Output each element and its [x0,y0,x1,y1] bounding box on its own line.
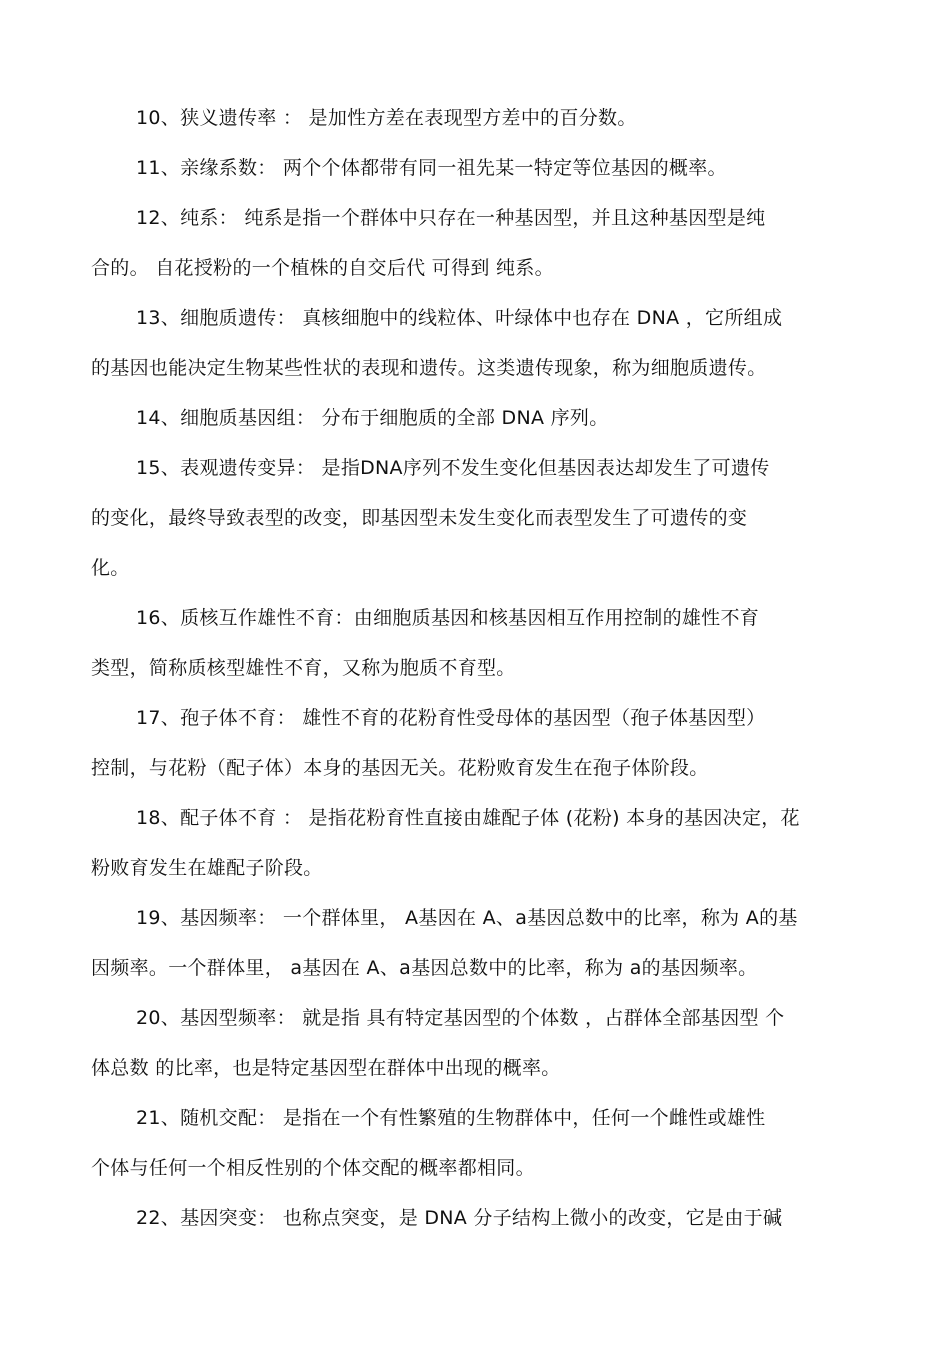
text-line: 的基因也能决定生物某些性状的表现和遗传。这类遗传现象，称为细胞质遗传。 [91,357,767,379]
text-line: 化。 [91,557,130,579]
text-line: 20、基因型频率： 就是指 具有特定基因型的个体数 ，占群体全部基因型 个 [136,1007,785,1029]
text-line: 类型，简称质核型雄性不育，又称为胞质不育型。 [91,657,516,679]
text-line: 15、表观遗传变异： 是指DNA序列不发生变化但基因表达却发生了可遗传 [136,457,770,479]
text-line: 19、基因频率： 一个群体里， A基因在 A、a基因总数中的比率，称为 A的基 [136,907,798,929]
text-line: 16、质核互作雄性不育：由细胞质基因和核基因相互作用控制的雄性不育 [136,607,760,629]
text-line: 控制，与花粉（配子体）本身的基因无关。花粉败育发生在孢子体阶段。 [91,757,709,779]
text-line: 12、纯系： 纯系是指一个群体中只存在一种基因型，并且这种基因型是纯 [136,207,766,229]
text-line: 14、细胞质基因组： 分布于细胞质的全部 DNA 序列。 [136,407,609,429]
text-line: 粉败育发生在雄配子阶段。 [91,857,323,879]
text-line: 的变化，最终导致表型的改变，即基因型未发生变化而表型发生了可遗传的变 [91,507,748,529]
text-line: 22、基因突变： 也称点突变，是 DNA 分子结构上微小的改变，它是由于碱 [136,1207,783,1229]
text-line: 17、孢子体不育： 雄性不育的花粉育性受母体的基因型（孢子体基因型） [136,707,766,729]
text-line: 13、细胞质遗传： 真核细胞中的线粒体、叶绿体中也存在 DNA ，它所组成 [136,307,783,329]
text-line: 个体与任何一个相反性别的个体交配的概率都相同。 [91,1157,535,1179]
text-line: 因频率。一个群体里， a基因在 A、a基因总数中的比率，称为 a的基因频率。 [91,957,758,979]
text-line: 合的。 自花授粉的一个植株的自交后代 可得到 纯系。 [91,257,554,279]
text-line: 体总数 的比率，也是特定基因型在群体中出现的概率。 [91,1057,561,1079]
text-line: 11、亲缘系数： 两个个体都带有同一祖先某一特定等位基因的概率。 [136,157,727,179]
text-line: 18、配子体不育 ： 是指花粉育性直接由雄配子体 (花粉) 本身的基因决定，花 [136,807,800,829]
text-line: 21、随机交配： 是指在一个有性繁殖的生物群体中，任何一个雌性或雄性 [136,1107,766,1129]
text-line: 10、狭义遗传率 ： 是加性方差在表现型方差中的百分数。 [136,107,637,129]
